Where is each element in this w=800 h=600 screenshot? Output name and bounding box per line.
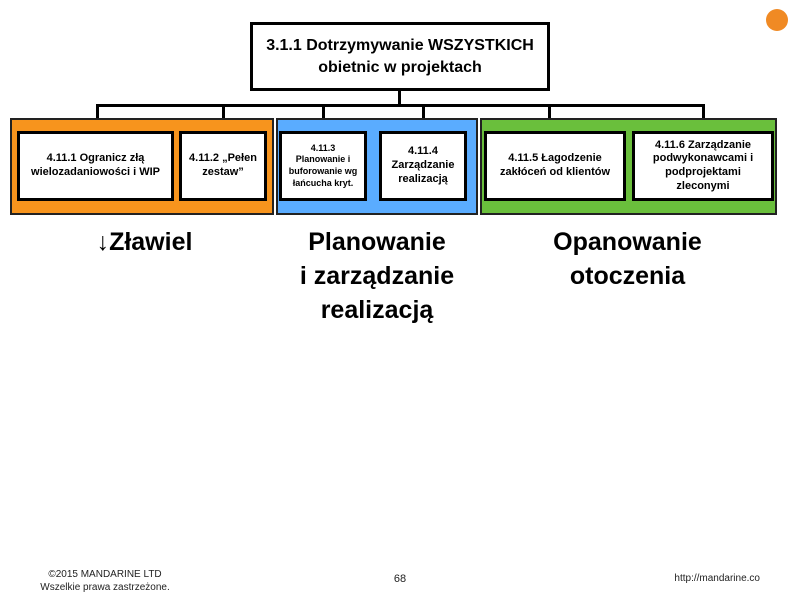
root-node <box>250 22 550 91</box>
connector-horizontal <box>96 104 705 107</box>
footer-url[interactable]: http://mandarine.co <box>674 573 760 584</box>
footer-copyright-line1: ©2015 MANDARINE LTD <box>48 569 162 580</box>
node-4-11-2-line1: 4.11.2 „Pełen <box>189 152 257 165</box>
caption-group-orange: ↓Zławiel <box>96 228 193 256</box>
root-label-line1: 3.1.1 Dotrzymywanie WSZYSTKICH <box>266 36 534 54</box>
node-4-11-4-line2: Zarządzanie <box>391 159 455 172</box>
node-4-11-5-line1: 4.11.5 Łagodzenie <box>508 152 602 165</box>
node-4-11-1-line2: wielozadaniowości i WIP <box>31 166 160 178</box>
node-4-11-3-line2: Planowanie i <box>295 154 351 165</box>
footer-copyright <box>30 568 180 594</box>
node-4-11-3 <box>279 131 367 201</box>
caption-group-green <box>520 225 735 293</box>
accent-dot <box>766 9 788 31</box>
node-4-11-3-line3: buforowanie wg <box>288 166 358 176</box>
page-number: 68 <box>393 573 407 585</box>
node-4-11-5-line2: zakłóceń od klientów <box>499 166 611 178</box>
root-label-line2: obietnic w projektach <box>318 58 482 76</box>
caption-blue-line2: i zarządzanie <box>299 262 455 290</box>
caption-blue-line3: realizacją <box>320 296 434 324</box>
caption-blue-line1: Planowanie <box>308 228 446 256</box>
node-4-11-6 <box>632 131 774 201</box>
node-4-11-4-line1: 4.11.4 <box>408 145 438 158</box>
node-4-11-3-line4: łańcucha kryt. <box>292 177 354 188</box>
node-4-11-2-line2: zestaw” <box>202 166 244 178</box>
node-4-11-6-line1: 4.11.6 Zarządzanie <box>655 138 751 151</box>
node-4-11-4 <box>379 131 467 201</box>
caption-green-line1: Opanowanie <box>553 228 702 256</box>
node-4-11-2 <box>179 131 267 201</box>
footer-copyright-line2: Wszelkie prawa zastrzeżone. <box>40 582 170 593</box>
node-4-11-1 <box>17 131 174 201</box>
node-4-11-6-line2: podwykonawcami i <box>652 152 754 165</box>
node-4-11-4-line3: realizacją <box>398 172 448 185</box>
node-4-11-3-line1: 4.11.3 <box>310 142 336 153</box>
node-4-11-6-line3: podprojektami zleconymi <box>665 166 741 192</box>
node-4-11-1-line1: 4.11.1 Ogranicz złą <box>46 152 145 165</box>
caption-green-line2: otoczenia <box>569 262 686 290</box>
caption-group-blue <box>272 225 482 327</box>
node-4-11-5 <box>484 131 626 201</box>
